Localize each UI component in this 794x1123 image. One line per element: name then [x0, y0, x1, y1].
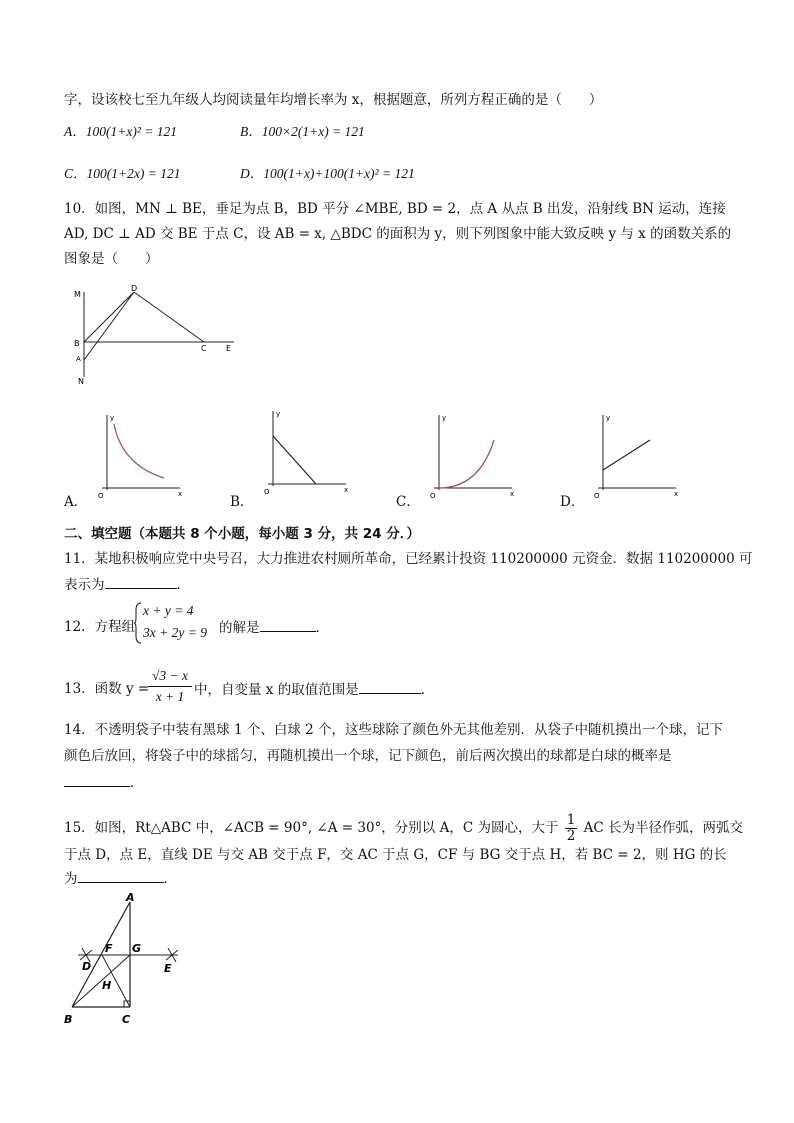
axis-y: y — [110, 414, 115, 422]
q10-option-a: A． — [64, 494, 88, 510]
svg-text:y: y — [606, 414, 611, 422]
brace-icon — [133, 602, 143, 644]
q13-denominator: x + 1 — [155, 689, 185, 704]
q13-numerator: √3 − x — [151, 668, 188, 683]
q10-line3: 图象是（ ） — [64, 251, 159, 267]
svg-text:O: O — [430, 492, 436, 500]
q9-option-d: D．100(1+x)+100(1+x)² = 121 — [240, 166, 415, 181]
q13-pre: 13．函数 y = — [64, 681, 150, 697]
section-title: 二、填空题（本题共 8 个小题，每小题 3 分，共 24 分．） — [64, 526, 421, 542]
svg-text:O: O — [264, 488, 270, 496]
q10-graph-b — [258, 406, 353, 496]
q14-line1: 14．不透明袋子中装有黑球 1 个、白球 2 个，这些球除了颜色外无其他差别．从袋子中随机摸出一个球，记下 — [64, 722, 724, 738]
svg-text:y: y — [276, 410, 281, 418]
q9-option-b: B．100×2(1+x) = 121 — [240, 124, 365, 139]
q9-option-a: A．100(1+x)² = 121 — [64, 124, 177, 139]
curve-a — [114, 424, 164, 478]
q10-line1: 10．如图，MN ⊥ BE，垂足为点 B，BD 平分 ∠MBE, BD = 2，点 A 从点 B 出发，沿射线 BN 运动，连接 — [64, 201, 726, 217]
svg-text:y: y — [442, 414, 447, 422]
q15-line3: 为 ． — [64, 868, 177, 889]
svg-text:O: O — [594, 492, 600, 500]
q12-eq1: x + y = 4 — [143, 603, 194, 618]
q10-graph-a — [92, 410, 187, 500]
axis-o: O — [98, 492, 104, 500]
label-d: D — [82, 960, 92, 973]
svg-text:x: x — [674, 490, 679, 498]
q9-stem: 字，设该校七至九年级人均阅读量年均增长率为 x，根据题意，所列方程正确的是（ ） — [64, 92, 603, 108]
q10-graph-d — [588, 410, 683, 500]
q15-frac-num: 1 — [566, 812, 576, 828]
q9-option-c: C．100(1+2x) = 121 — [64, 166, 181, 181]
q11-answer-blank — [105, 574, 177, 589]
label-n: N — [78, 377, 84, 386]
q15-line1: 15．如图，Rt△ABC 中，∠ACB = 90°, ∠A = 30°，分别以 A，C 为圆心，大于 $\frac{1}{2}$ AC 长为半径作弧，两弧交 — [64, 812, 744, 844]
q15-line2: 于点 D，点 E，直线 DE 与交 AB 交于点 F，交 AC 于点 G，CF 与 BG 交于点 H，若 BC = 2，则 HG 的长 — [64, 847, 727, 863]
q12-pre: 12．方程组 — [64, 619, 136, 635]
q14-line3: ． — [64, 772, 144, 793]
curve-c — [439, 440, 494, 488]
q12-eq2: 3x + 2y = 9 — [143, 625, 207, 640]
segment-bd — [84, 292, 134, 342]
label-b: B — [64, 1013, 73, 1026]
q10-graph-c — [424, 410, 519, 500]
label-b: B — [74, 339, 80, 348]
label-h: H — [102, 979, 112, 992]
label-e: E — [226, 344, 232, 353]
q12-answer-blank — [260, 617, 316, 632]
label-a: A — [126, 892, 135, 904]
q11-line1: 11．某地积极响应党中央号召，大力推进农村厕所革命，已经累计投资 110200000 元资金．数据 110200000 可 — [64, 551, 753, 567]
segment-bg — [72, 955, 130, 1007]
q10-line2: AD, DC ⊥ AD 交 BE 于点 C，设 AB = x, △BDC 的面积为 y，则下列图象中能大致反映 y 与 x 的函数关系的 — [64, 226, 732, 242]
svg-text:x: x — [344, 486, 349, 494]
q15-figure — [60, 892, 190, 1032]
curve-b — [273, 436, 316, 484]
q15-frac-den: 2 — [566, 828, 576, 844]
label-e: E — [164, 962, 172, 975]
q15-answer-blank — [78, 868, 164, 883]
q11-line2: 表示为 ． — [64, 574, 190, 595]
label-c: C — [201, 344, 207, 353]
q13-fraction-bar — [148, 686, 192, 687]
axis-x: x — [178, 490, 183, 498]
q13-post: 中，自变量 x 的取值范围是 ． — [194, 679, 434, 700]
label-a: A — [76, 355, 81, 363]
label-d: D — [131, 284, 138, 293]
q13-answer-blank — [359, 679, 421, 694]
label-m: M — [74, 290, 81, 299]
curve-d — [603, 440, 650, 470]
svg-text:x: x — [510, 490, 515, 498]
q12-post: 的解是 ． — [219, 617, 329, 638]
q10-option-b: B． — [230, 494, 254, 510]
q10-option-d: D． — [560, 494, 585, 510]
q10-option-c: C． — [396, 494, 420, 510]
q10-figure — [64, 282, 244, 392]
label-g: G — [132, 942, 142, 955]
segment-dc — [134, 292, 204, 342]
label-c: C — [122, 1013, 131, 1026]
q14-line2: 颜色后放回，将袋子中的球摇匀，再随机摸出一个球，记下颜色，前后两次摸出的球都是白球的概率是 — [64, 748, 672, 764]
segment-ad — [84, 292, 134, 360]
q14-answer-blank — [64, 772, 130, 787]
label-f: F — [105, 942, 113, 955]
